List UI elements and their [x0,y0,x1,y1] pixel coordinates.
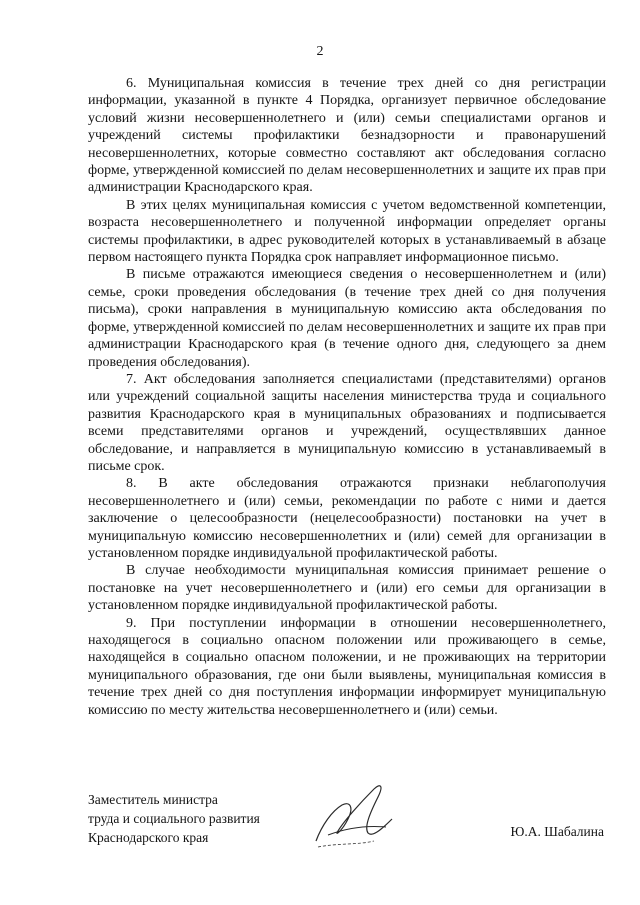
signatory-title-line-1: Заместитель министра [88,792,218,807]
paragraph-6-letter: В письме отражаются имеющиеся сведения о несовершеннолетнем и (или) семье, сроки проведения обследования (в течение трех дней со дня получения письма), сроки направления в муниципальную комиссию акта обследования по форме, утвержденной комиссией по делам несовершеннолетних и защите их прав при администрации Краснодарского края (в течение одного дня, следующего за днем проведения обследования). [88,267,606,370]
signatory-title [88,790,260,847]
paragraph-8-decision: В случае необходимости муниципальная комиссия принимает решение о постановке на учет несовершеннолетнего и (или) его семьи для организации в установленном порядке индивидуальной профилактической работы. [88,563,606,614]
document-body [88,75,606,719]
signatory-title-line-3: Краснодарского края [88,830,209,845]
paragraph-8: 8. В акте обследования отражаются признаки неблагополучия несовершеннолетнего и (или) семьи, рекомендации по работе с ними и дается заключение о целесообразности (нецелесообразности) постановки на учет в муниципальную комиссию несовершеннолетних и (или) семей для организации в установленном порядке индивидуальной профилактической работы. [88,476,606,561]
signatory-title-line-2: труда и социального развития [88,811,260,826]
paragraph-9: 9. При поступлении информации в отношении несовершеннолетнего, находящегося в социально опасном положении или проживающего в семье, находящейся в социально опасном положении, и не проживающих на территории муниципального образования, где они были выявлены, муниципальная комиссия в течение трех дней со дня поступления информации информирует муниципальную комиссию по месту жительства несовершеннолетнего и (или) семьи. [88,615,606,718]
paragraph-6: 6. Муниципальная комиссия в течение трех дней со дня регистрации информации, указанной в пункте 4 Порядка, организует первичное обследование условий жизни несовершеннолетнего и (или) семьи специалистами органов и учреждений системы профилактики безнадзорности и правонарушений несовершеннолетних, которые совместно составляют акт обследования согласно форме, утвержденной комиссией по делам несовершеннолетних и защите их прав при администрации Краснодарского края. [88,76,606,196]
handwritten-signature [308,775,408,855]
paragraph-6-competence: В этих целях муниципальная комиссия с учетом ведомственной компетенции, возраста несовершеннолетнего и полученной информации определяет органы системы профилактики, в адрес руководителей которых в устанавливаемый в абзаце первом настоящего пункта Порядка срок направляет информационное письмо. [88,197,606,266]
paragraph-7: 7. Акт обследования заполняется специалистами (представителями) органов или учреждений социальной защиты населения министерства труда и социального развития Краснодарского края в муниципальных образованиях и подписывается всеми представителями органов и учреждений, осуществлявших данное обследование, и направляется в муниципальную комиссию в устанавливаемый в письме срок. [88,371,606,474]
page-number: 2 [316,44,324,59]
signatory-name: Ю.А. Шабалина [510,824,604,839]
